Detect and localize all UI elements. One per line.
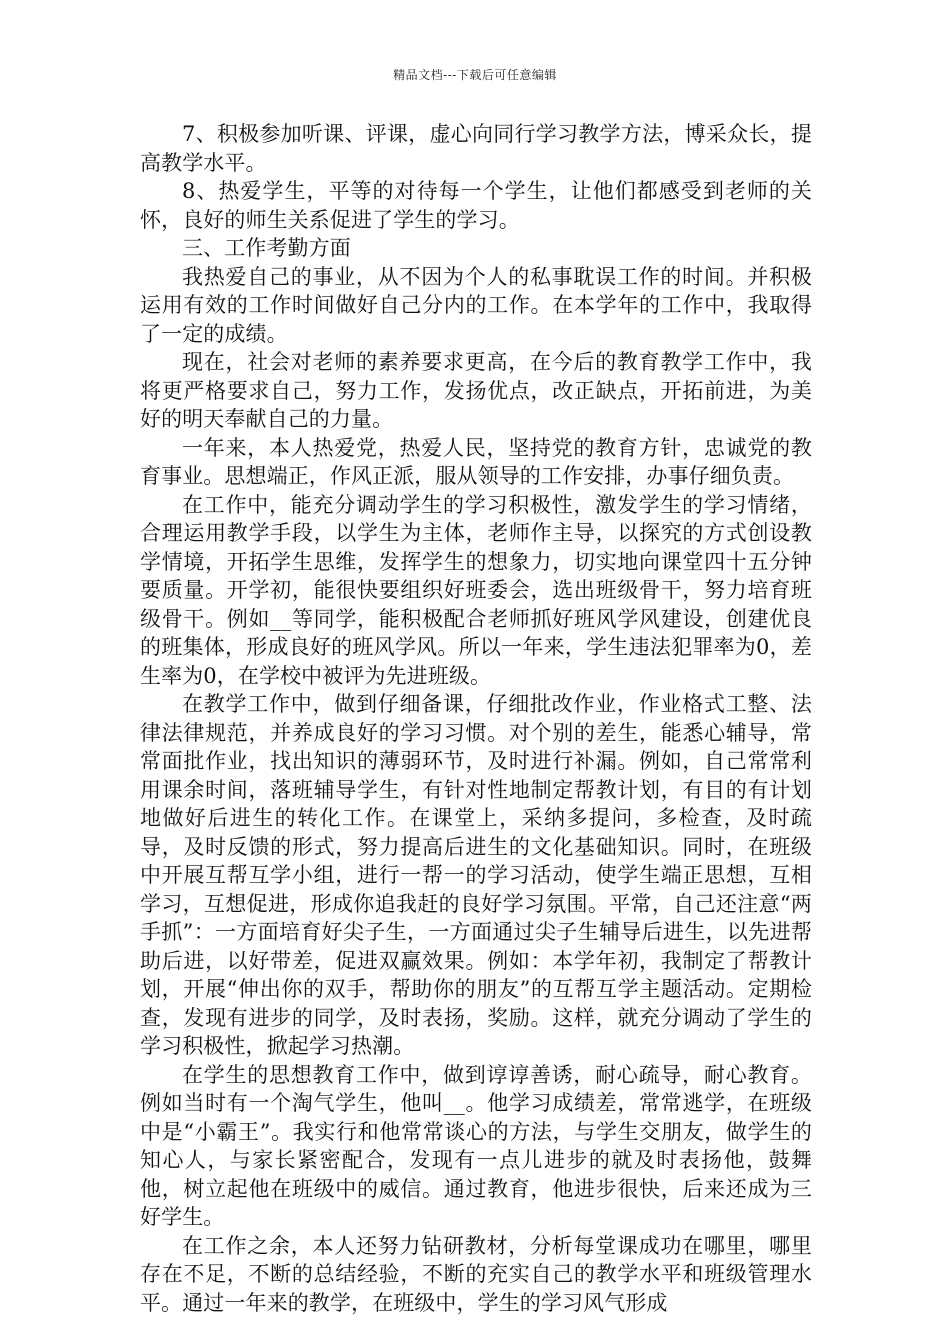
paragraph-item-8: 8、热爱学生，平等的对待每一个学生，让他们都感受到老师的关怀，良好的师生关系促进了学生的学习。 <box>140 179 812 232</box>
paragraph-teaching-work: 在教学工作中，做到仔细备课，仔细批改作业，作业格式工整、法律法律规范，并养成良好的学习习惯。对个别的差生，能悉心辅导，常常面批作业，找出知识的薄弱环节，及时进行补漏。例如，自己常常利用课余时间，落班辅导学生，有针对性地制定帮教计划，有目的有计划地做好后进生的转化工作。在课堂上，采纳多提问，多检查，及时疏导，及时反馈的形式，努力提高后进生的文化基础知识。同时，在班级中开展互帮互学小组，进行一帮一的学习活动，使学生端正思想，互相学习，互想促进，形成你追我赶的良好学习氛围。平常，自己还注意“两手抓”：一方面培育好尖子生，一方面通过尖子生辅导后进生，以先进帮助后进，以好带差，促进双赢效果。例如：本学年初，我制定了帮教计划，开展“伸出你的双手，帮助你的朋友”的互帮互学主题活动。定期检查，发现有进步的同学，及时表扬，奖励。这样，就充分调动了学生的学习积极性，掀起学习热潮。 <box>140 692 812 1058</box>
paragraph-attendance: 我热爱自己的事业，从不因为个人的私事耽误工作的时间。并积极运用有效的工作时间做好自己分内的工作。在本学年的工作中，我取得了一定的成绩。 <box>140 264 812 346</box>
paragraph-political: 一年来，本人热爱党，热爱人民，坚持党的教育方针，忠诚党的教育事业。思想端正，作风正派，服从领导的工作安排，办事仔细负责。 <box>140 435 812 488</box>
document-body <box>140 120 812 1317</box>
section-heading-attendance: 三、工作考勤方面 <box>182 236 351 260</box>
paragraph-class-management: 在工作中，能充分调动学生的学习积极性，激发学生的学习情绪，合理运用教学手段，以学生为主体，老师作主导，以探究的方式创设教学情境，开拓学生思维，发挥学生的想象力，切实地向课堂四十五分钟要质量。开学初，能很快要组织好班委会，选出班级骨干，努力培育班级骨干。例如__等同学，能积极配合老师抓好班风学风建设，创建优良的班集体，形成良好的班风学风。所以一年来，学生违法犯罪率为0，差生率为0，在学校中被评为先进班级。 <box>140 492 812 688</box>
page-header: 精品文档---下载后可任意编辑 <box>393 68 557 82</box>
paragraph-self-study: 在工作之余，本人还努力钻研教材，分析每堂课成功在哪里，哪里存在不足，不断的总结经验，不断的充实自己的教学水平和班级管理水平。通过一年来的教学，在班级中，学生的学习风气形成 <box>140 1233 812 1315</box>
paragraph-outlook: 现在，社会对老师的素养要求更高，在今后的教育教学工作中，我将更严格要求自己，努力工作，发扬优点，改正缺点，开拓前进，为美好的明天奉献自己的力量。 <box>140 350 812 431</box>
paragraph-moral-education: 在学生的思想教育工作中，做到谆谆善诱，耐心疏导，耐心教育。例如当时有一个淘气学生，他叫__。他学习成绩差，常常逃学，在班级中是“小霸王”。我实行和他常常谈心的方法，与学生交朋友，做学生的知心人，与家长紧密配合，发现有一点儿进步的就及时表扬他，鼓舞他，树立起他在班级中的威信。通过教育，他进步很快，后来还成为三好学生。 <box>140 1062 812 1229</box>
paragraph-item-7: 7、积极参加听课、评课，虚心向同行学习教学方法，博采众长，提高教学水平。 <box>140 122 812 175</box>
